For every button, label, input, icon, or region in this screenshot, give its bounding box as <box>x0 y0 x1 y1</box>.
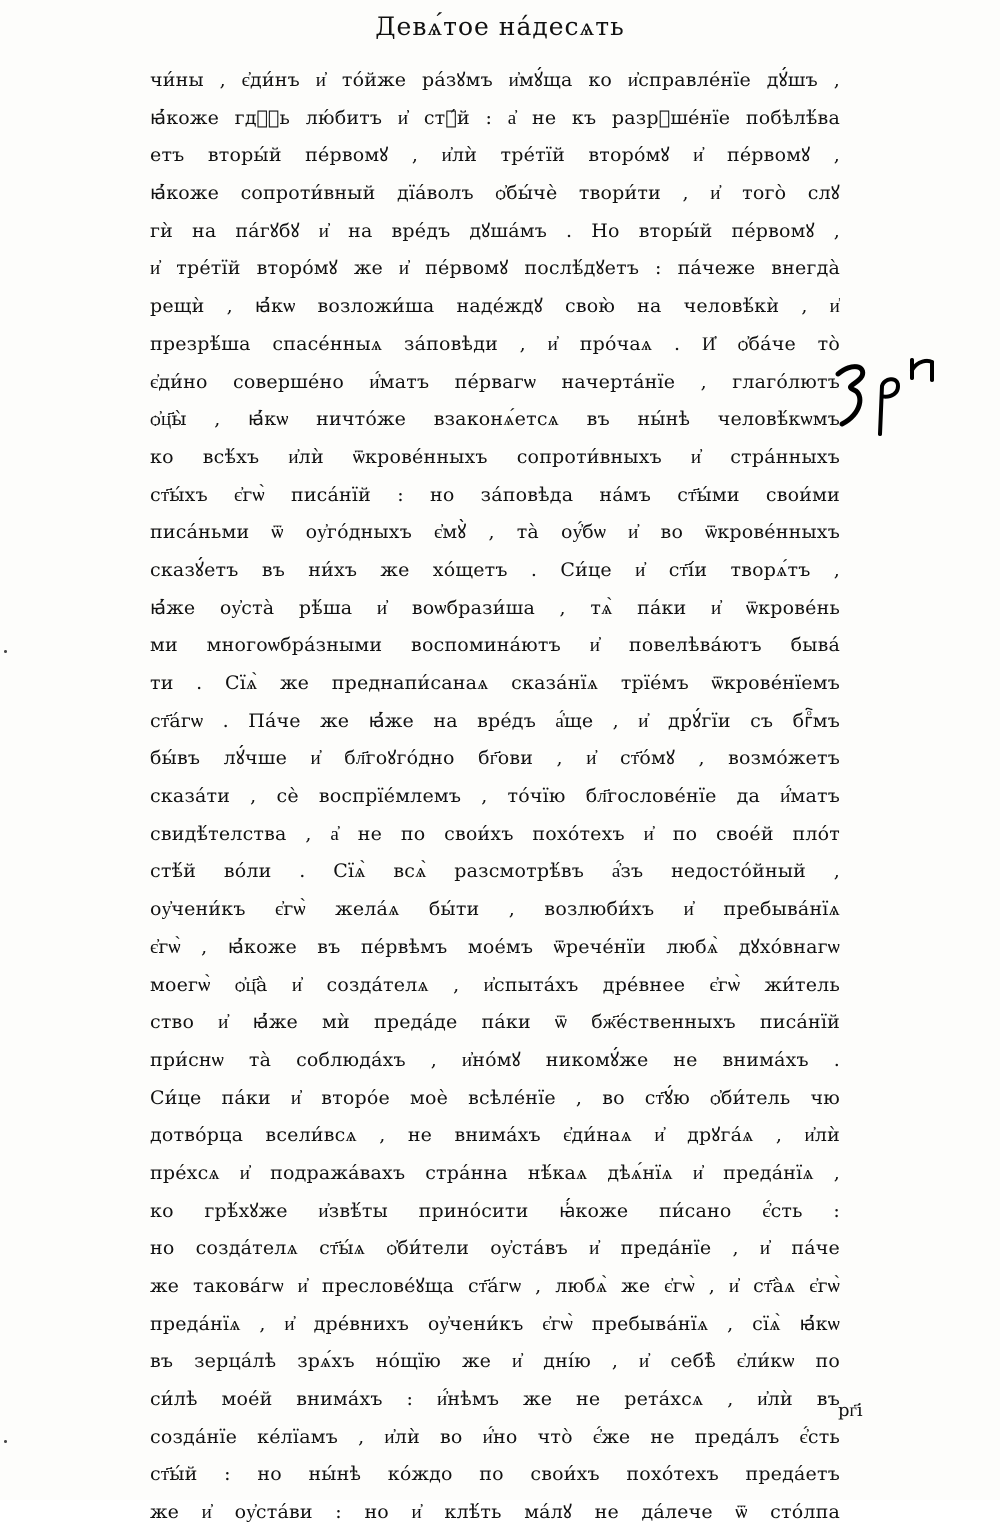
folio-number: рг҃і <box>838 1400 863 1421</box>
text-line: свидѣ́телства , а҆ не по свои́хъ похо́техъ и҆ по свое́й пло́т <box>150 822 840 845</box>
text-line: въ зерца́лѣ зрѧ́хъ но́щїю же и҆ дні́ю , и҆ себѣ̀ є҆ли́кѡ по <box>150 1350 840 1373</box>
text-line: ꙗ҆́коже гдⷭ҇ь лю́битъ и҆ стꙋ́й : а҆ не къ разрꙋше́нїе побѣлѣ́ва <box>150 106 840 129</box>
text-line: ст҃а́гѡ . Па́че же ꙗ҆́же на вре́дъ а҆́ще , и҆ дрꙋ́гїи съ бгⷪ҇мъ <box>150 709 840 732</box>
text-line: дотво́рца всели́всѧ , не внима́хъ є҆ди́наѧ и҆ дрꙋга́ѧ , и҆лѝ <box>150 1124 840 1147</box>
text-line: рещѝ , ꙗ҆́кѡ возложи́ша наде́ждꙋ свою̀ на человѣ́кѝ , и҆ <box>150 295 840 318</box>
text-line: ꙗ҆́коже сопроти́вный дїа́волъ ѻ҆бы́чѐ твори́ти , и҆ того̀ слꙋ <box>150 182 840 205</box>
text-line: стѣ́й во́ли . Сїѧ̀ всѧ̀ разсмотрѣ́въ а҆́зъ недосто́йный , <box>150 860 840 883</box>
handwritten-margin-note <box>832 352 952 442</box>
text-line: же и҆ оу҆ста́ви : но и҆ клѣ́ть ма́лꙋ не да́лече ѿ сто́лпа <box>150 1501 840 1524</box>
handwritten-annotation-icon <box>832 352 952 442</box>
text-line: моегѡ̀ ѻ҆ц҃а̀ и҆ созда́телѧ , и҆спыта́хъ дре́внее є҆гѡ̀ жи́тель <box>150 973 840 996</box>
running-head: Девѧ́тое на́десѧть <box>375 12 625 41</box>
text-line: презрѣ́ша спасе́нныѧ за́повѣди , и҆ про́чаѧ . И҆ ѻ҆ба́че то̀ <box>150 332 840 355</box>
text-line: и҆ тре́тїй второ́мꙋ же и҆ пе́рвомꙋ послѣ́дꙋетъ : па́чеже внегда̀ <box>150 257 840 280</box>
text-line: но созда́телѧ ст҃ы́ѧ ѻ҆би́тели оу҆ста́въ и҆ преда́нїе , и҆ па́че <box>150 1237 840 1260</box>
main-text-block <box>150 62 840 1532</box>
text-line: етъ вторы́й пе́рвомꙋ , и҆лѝ тре́тїй второ́мꙋ и҆ пе́рвомꙋ , <box>150 144 840 167</box>
text-line: при́снѡ та̀ соблюда́хъ , и҆но́мꙋ никомꙋ́же не внима́хъ . <box>150 1048 840 1071</box>
text-line: є҆гѡ̀ , ꙗ҆́коже въ пе́рвѣмъ мое́мъ ѿрече́нїи любѧ̀ дꙋхо́внагѡ <box>150 935 840 958</box>
text-line: ст҃ы́хъ є҆гѡ̀ писа́нїй : но за́повѣда на́мъ ст҃ы́ми свои́ми <box>150 483 840 506</box>
scan-speck <box>4 1440 7 1443</box>
text-line: сказꙋ́етъ въ ни́хъ же хо́щетъ . Си́це и҆ ст҃і́и творѧ́тъ , <box>150 558 840 581</box>
text-line: ко всѣ́хъ и҆лѝ ѿкрове́нныхъ сопроти́вныхъ и҆ стра́нныхъ <box>150 445 840 468</box>
text-line: ко грѣ́хꙋже и҆звѣ́ты прино́сити ꙗ҆́коже пи́сано є҆́сть : <box>150 1199 840 1222</box>
text-line: сказа́ти , сѐ воспрїе́млемъ , то́чїю бл҃гослове́нїе да и҆́матъ <box>150 785 840 808</box>
text-line: же такова́гѡ и҆ преслове́ꙋща ст҃а́гѡ , любѧ̀ же є҆гѡ̀ , и҆ ст҃а̀ѧ є҆гѡ̀ <box>150 1275 840 1297</box>
text-line: ство и҆ ꙗ҆́же мѝ преда́де па́ки ѿ бж҃е́ственныхъ писа́нїй <box>150 1011 840 1034</box>
text-line: пре́хсѧ и҆ подража́вахъ стра́нна нѣ́каѧ дѣѧ́нїѧ и҆ преда́нїѧ , <box>150 1161 840 1184</box>
text-line: бы́въ лꙋ́чше и҆ бл҃гоꙋго́дно бг҃ови , и҆ ст҃о́мꙋ , возмо́жетъ <box>150 747 840 770</box>
text-line: ти . Сїѧ̀ же преднапи́санаѧ сказа́нїѧ трїе́мъ ѿкрове́нїемъ <box>150 672 840 694</box>
text-line: ꙗ҆́же оу҆ста̀ рѣ́ша и҆ воѡбрази́ша , тѧ̀ па́ки и҆ ѿкрове́нь <box>150 596 840 619</box>
text-line: гѝ на па́гꙋбꙋ и҆ на вре́дъ дꙋша́мъ . Но вторы́й пе́рвомꙋ , <box>150 219 840 242</box>
text-line: созда́нїе ке́лїамъ , и҆лѝ во и҆́но что̀ є҆́же не преда́лъ є҆́сть <box>150 1425 840 1448</box>
text-line: є҆ди́но соверше́но и҆́матъ пе́рвагѡ начерта́нїе , глаго́лютъ <box>150 370 840 393</box>
text-line: ст҃ы́й : но ны́нѣ ко́ждо по свои́хъ похо́техъ преда́етъ <box>150 1463 840 1486</box>
text-line: оу҆чени́къ є҆гѡ̀ жела́ѧ бы́ти , возлюби́хъ и҆ пребыва́нїѧ <box>150 898 840 921</box>
text-line: писа́ньми ѿ оу҆го́дныхъ є҆мꙋ̀ , та̀ оу҆́бѡ и҆ во ѿкрове́нныхъ <box>150 521 840 544</box>
text-line: ѻ҆ц҃ы̀ , ꙗ҆́кѡ ничто́же взаконѧ́етсѧ въ ны́нѣ человѣ́кѡмъ <box>150 408 840 431</box>
text-line: преда́нїѧ , и҆ дре́внихъ оу҆чени́къ є҆гѡ̀ пребыва́нїѧ , сїѧ̀ ꙗ҆́кѡ <box>150 1312 840 1335</box>
scan-speck <box>4 650 7 653</box>
text-line: си́лѣ мое́й внима́хъ : и҆́нѣмъ же не рета́хсѧ , и҆лѝ въ <box>150 1388 840 1411</box>
text-line: чи́ны , є҆ди́нъ и҆ то́йже ра́зꙋмъ и҆мꙋ́ща ко и҆справле́нїе дꙋ́шъ , <box>150 69 840 91</box>
text-line: Си́це па́ки и҆ второ́е моѐ всѣле́нїе , во ст҃ꙋ́ю ѻ҆би́тель чю <box>150 1086 840 1109</box>
text-line: ми многоѡбра́зными воспомина́ютъ и҆ повелѣва́ютъ быва́ <box>150 634 840 657</box>
